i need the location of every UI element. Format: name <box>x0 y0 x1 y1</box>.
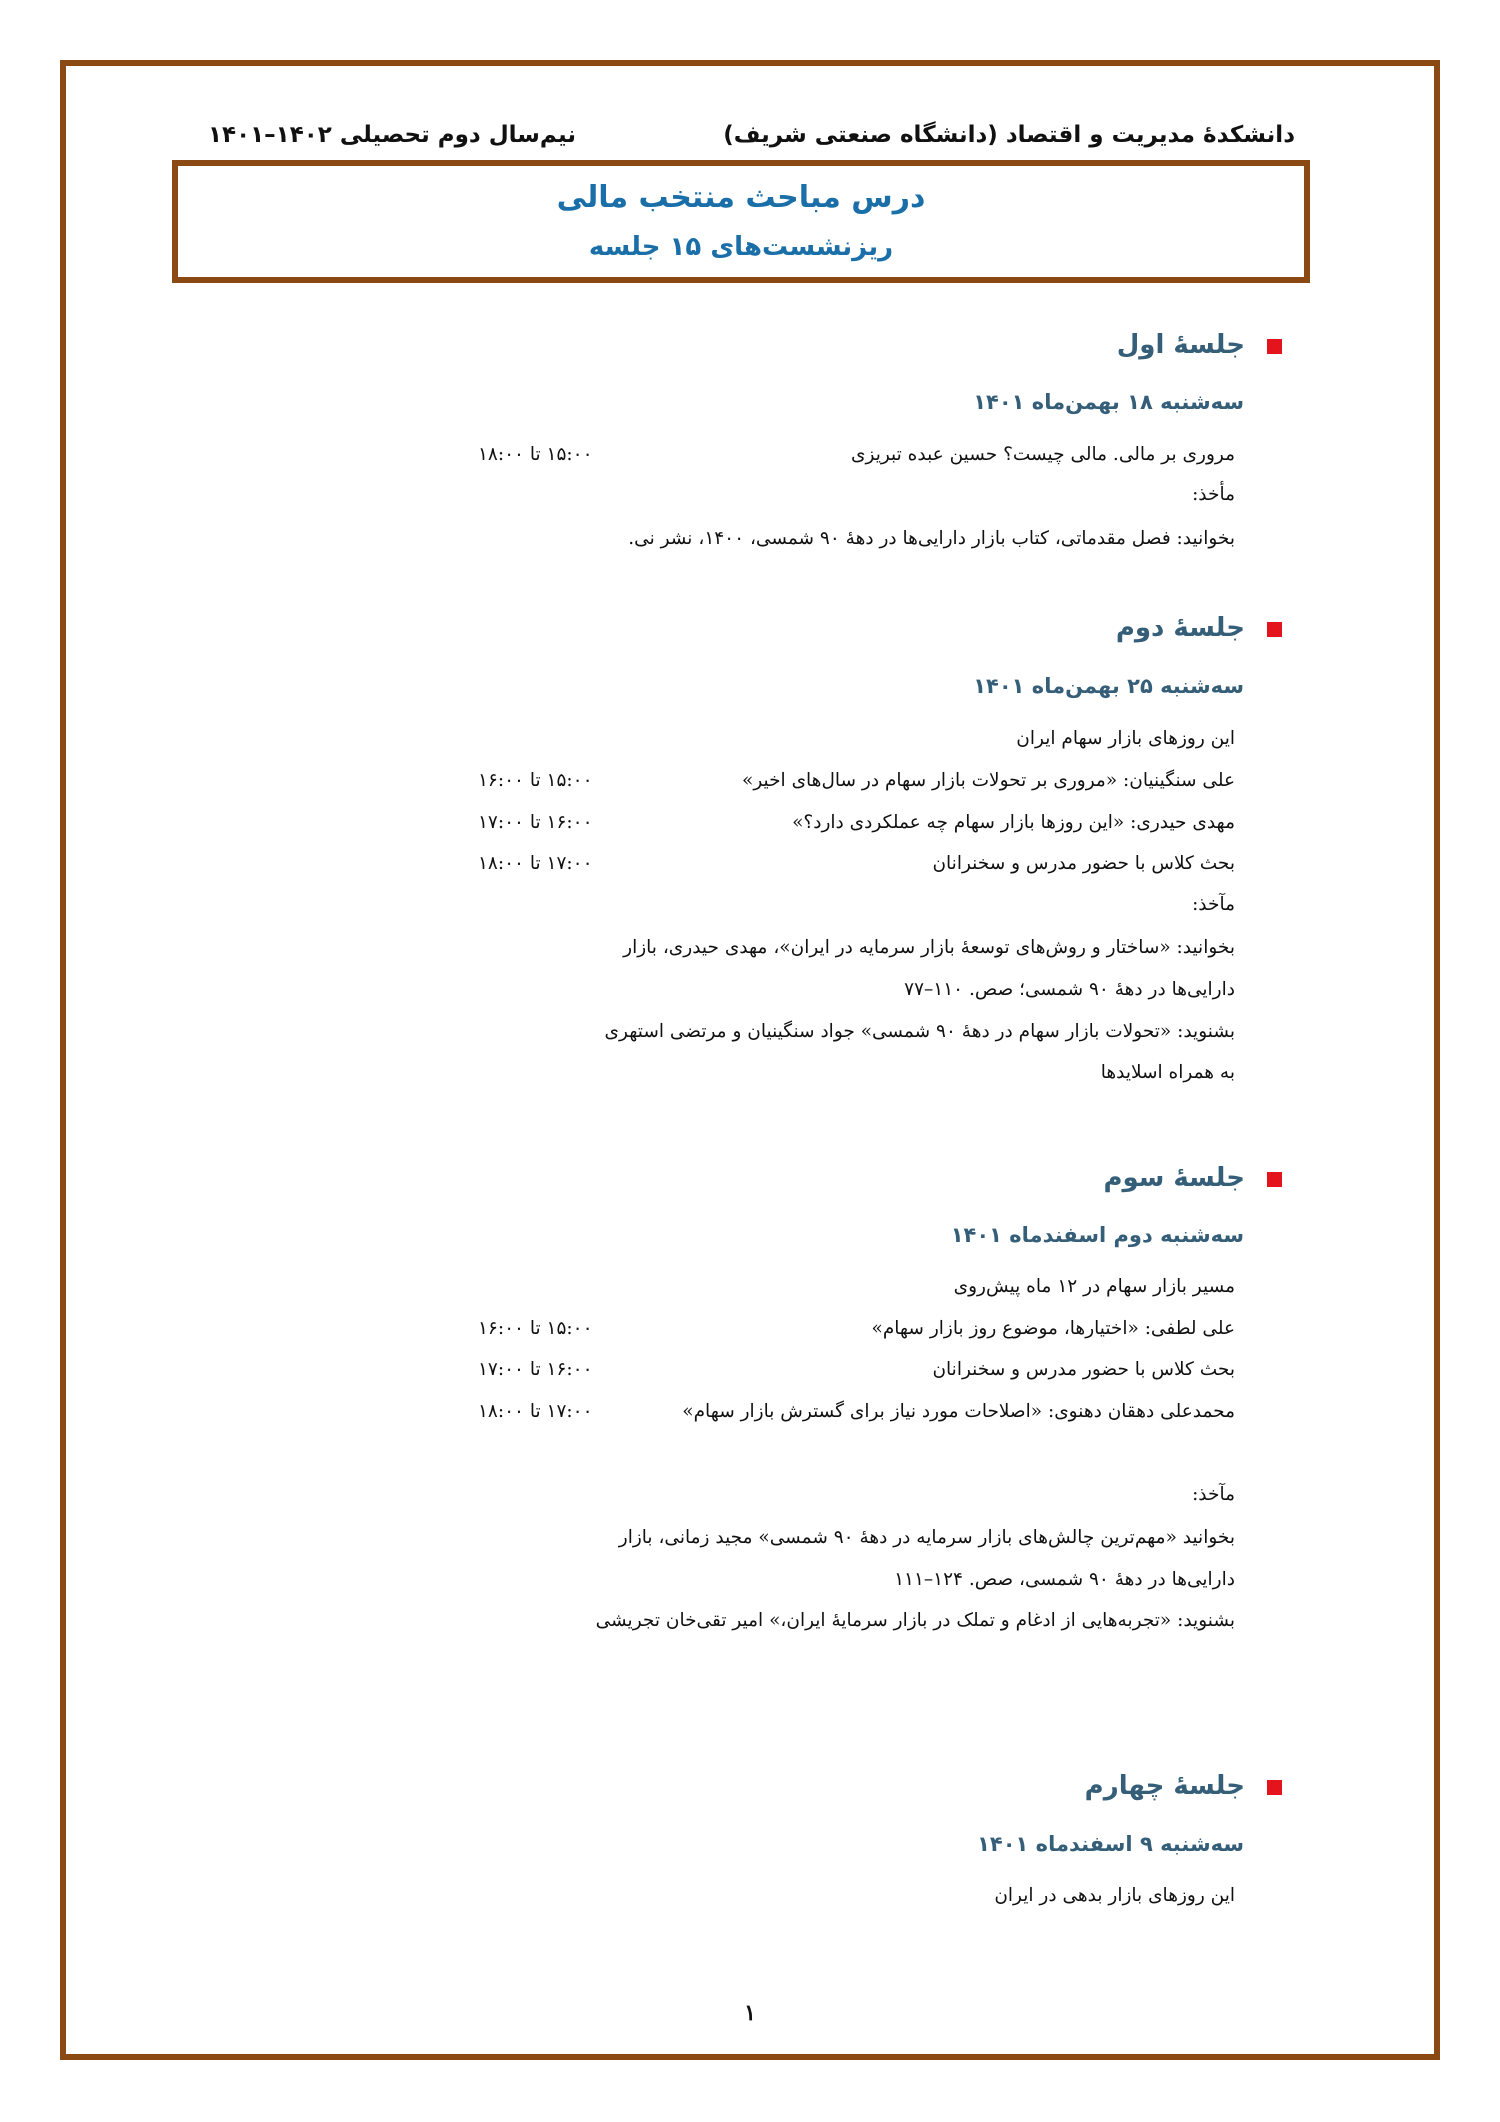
session-3-line: محمدعلی دهقان دهنوی: «اصلاحات مورد نیاز برای گسترش بازار سهام» <box>682 1401 1235 1422</box>
session-4-title: جلسهٔ چهارم <box>1084 1771 1245 1801</box>
session-2-title: جلسهٔ دوم <box>1115 613 1245 643</box>
session-bullet-icon <box>1267 1172 1282 1187</box>
session-2-time: ۱۷:۰۰ تا ۱۸:۰۰ <box>478 853 593 874</box>
session-1-date: سه‌شنبه ۱۸ بهمن‌ماه ۱۴۰۱ <box>973 390 1244 414</box>
page-frame <box>60 60 1440 2060</box>
page-number: ۱ <box>744 2000 756 2026</box>
session-2-date: سه‌شنبه ۲۵ بهمن‌ماه ۱۴۰۱ <box>973 674 1244 698</box>
session-bullet-icon <box>1267 622 1282 637</box>
session-bullet-icon <box>1267 1780 1282 1795</box>
session-bullet-icon <box>1267 339 1282 354</box>
session-1-line: مروری بر مالی. مالی چیست؟ حسین عبده تبریزی <box>851 444 1235 465</box>
session-3-line: مآخذ: <box>1192 1484 1235 1505</box>
session-1-line: بخوانید: فصل مقدماتی، کتاب بازار دارایی‌ها در دههٔ ۹۰ شمسی، ۱۴۰۰، نشر نی. <box>628 528 1235 549</box>
session-2-line: بخوانید: «ساختار و روش‌های توسعهٔ بازار سرمایه در ایران»، مهدی حیدری، بازار <box>623 937 1235 958</box>
session-2-line: مهدی حیدری: «این روزها بازار سهام چه عملکردی دارد؟» <box>792 812 1235 833</box>
session-3-line: بخوانید «مهم‌ترین چالش‌های بازار سرمایه در دههٔ ۹۰ شمسی» مجید زمانی، بازار <box>618 1527 1235 1548</box>
session-1-title: جلسهٔ اول <box>1116 330 1245 360</box>
header-semester: نیم‌سال دوم تحصیلی ۱۴۰۲–۱۴۰۱ <box>208 122 576 148</box>
session-2-line: دارایی‌ها در دههٔ ۹۰ شمسی؛ صص. ۱۱۰–۷۷ <box>904 979 1235 1000</box>
session-3-line: بحث کلاس با حضور مدرس و سخنرانان <box>932 1359 1235 1380</box>
session-4-date: سه‌شنبه ۹ اسفندماه ۱۴۰۱ <box>977 1832 1244 1856</box>
session-4-line: این روزهای بازار بدهی در ایران <box>994 1885 1235 1906</box>
session-3-line: مسیر بازار سهام در ۱۲ ماه پیش‌روی <box>953 1276 1235 1297</box>
session-3-line: بشنوید: «تجربه‌هایی از ادغام و تملک در بازار سرمایهٔ ایران،» امیر تقی‌خان تجریشی <box>595 1610 1235 1631</box>
session-3-time: ۱۶:۰۰ تا ۱۷:۰۰ <box>478 1359 593 1380</box>
session-2-line: به همراه اسلایدها <box>1100 1062 1235 1083</box>
session-2-line: مآخذ: <box>1192 894 1235 915</box>
course-title: درس مباحث منتخب مالی <box>556 180 926 215</box>
course-subtitle: ریزنشست‌های ۱۵ جلسه <box>588 232 894 262</box>
session-2-line: بحث کلاس با حضور مدرس و سخنرانان <box>932 853 1235 874</box>
session-3-time: ۱۵:۰۰ تا ۱۶:۰۰ <box>478 1318 593 1339</box>
session-2-line: بشنوید: «تحولات بازار سهام در دههٔ ۹۰ شمسی» جواد سنگینیان و مرتضی استهری <box>604 1021 1235 1042</box>
session-1-time: ۱۵:۰۰ تا ۱۸:۰۰ <box>478 444 593 465</box>
session-1-line: مأخذ: <box>1192 484 1235 505</box>
session-2-time: ۱۵:۰۰ تا ۱۶:۰۰ <box>478 770 593 791</box>
session-2-line: علی سنگینیان: «مروری بر تحولات بازار سهام در سال‌های اخیر» <box>742 770 1235 791</box>
session-2-line: این روزهای بازار سهام ایران <box>1016 728 1235 749</box>
header-faculty: دانشکدهٔ مدیریت و اقتصاد (دانشگاه صنعتی شریف) <box>723 122 1295 148</box>
title-box <box>172 160 1310 283</box>
session-2-time: ۱۶:۰۰ تا ۱۷:۰۰ <box>478 812 593 833</box>
session-3-title: جلسهٔ سوم <box>1103 1163 1245 1193</box>
session-3-time: ۱۷:۰۰ تا ۱۸:۰۰ <box>478 1401 593 1422</box>
session-3-line: علی لطفی: «اختیارها، موضوع روز بازار سهام» <box>871 1318 1235 1339</box>
session-3-line: دارایی‌ها در دههٔ ۹۰ شمسی، صص. ۱۲۴–۱۱۱ <box>894 1569 1235 1590</box>
session-3-date: سه‌شنبه دوم اسفندماه ۱۴۰۱ <box>950 1223 1244 1247</box>
